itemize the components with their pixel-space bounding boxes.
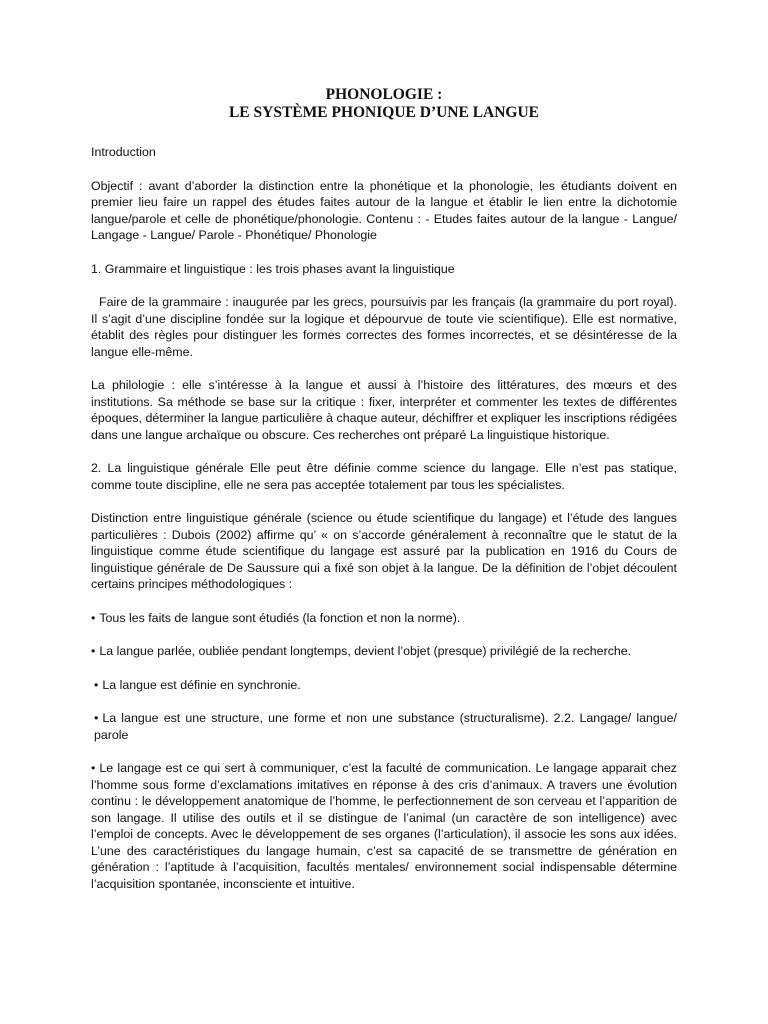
bullet-item xyxy=(91,710,677,743)
bullet-icon: • xyxy=(94,711,99,725)
objectif-paragraph: Objectif : avant d’aborder la distinction entre la phonétique et la phonologie, les étudiants doivent en premier lieu faire un rappel des études faites autour de la langue et établir le lien entre la dichotomie langue/parole et celle de phonétique/phonologie. Contenu : - Etudes faites autour de la langue - Langue/ Langage - Langue/ Parole - Phonétique/ Phonologie xyxy=(91,178,677,242)
bullet-item xyxy=(91,760,677,892)
bullet-icon: • xyxy=(91,610,96,625)
section-2-paragraph: 2. La linguistique générale Elle peut être définie comme science du langage. Elle n’est pas statique, comme toute discipline, elle ne sera pas acceptée totalement par tous les spécialistes. xyxy=(91,461,677,492)
introduction-heading: Introduction xyxy=(91,145,156,159)
document-page xyxy=(91,86,677,909)
bullet-icon: • xyxy=(94,677,99,692)
distinction-paragraph: Distinction entre linguistique générale (science ou étude scientifique du langage) et l’étude des langues particulières : Dubois (2002) affirme qu’ « on s’accorde généralement à reconnaître que le statut de la linguistique comme étude scientifique du langage est assuré par la publication en 1916 du Cours de linguistique générale de De Saussure qui a fixé son objet à la langue. De la définition de l’objet découlent certains principes méthodologiques : xyxy=(91,511,677,591)
bullet-text: La langue parlée, oubliée pendant longtemps, devient l’objet (presque) privilégié de la recherche. xyxy=(99,644,632,658)
bullet-text: Le langage est ce qui sert à communiquer, c’est la faculté de communication. Le langage apparait chez l’homme sous forme d’exclamations imitatives en réponse à des cris d’animaux. A travers une évolution continu : le développement anatomique de l’homme, le perfectionnement de son cerveau et l’apparition de son langage. Il utilise des outils et il se distingue de l’animal (un caractère de son intelligence) avec l’emploi de concepts. Avec le développement de ses organes (l’articulation), il associe les sons aux idées. L’une des caractéristiques du langage humain, c’est sa capacité de se transmettre de génération en génération : l’aptitude à l’acquisition, facultés mentales/ environnement social indispensable détermine l’acquisition spontanée, inconsciente et intuitive. xyxy=(91,761,677,891)
bullet-text: La langue est une structure, une forme et non une substance (structuralisme). 2.2. Langage/ langue/ parole xyxy=(94,711,677,742)
philologie-paragraph: La philologie : elle s’intéresse à la langue et aussi à l’histoire des littératures, des mœurs et des institutions. Sa méthode se base sur la critique : fixer, interpréter et commenter les textes de différentes époques, déterminer la langue particulière à chaque auteur, déchiffrer et expliquer les inscriptions rédigées dans une langue archaïque ou obscure. Ces recherches ont préparé La linguistique historique. xyxy=(91,378,677,442)
bullet-item xyxy=(91,610,677,627)
bullet-item xyxy=(91,643,677,660)
section-1-heading: 1. Grammaire et linguistique : les trois phases avant la linguistique xyxy=(91,261,455,276)
title-line-2: LE SYSTÈME PHONIQUE D’UNE LANGUE xyxy=(228,104,540,121)
bullet-item xyxy=(91,677,677,694)
document-title xyxy=(91,86,677,122)
bullet-icon: • xyxy=(91,761,96,775)
bullet-text: Tous les faits de langue sont étudiés (la fonction et non la norme). xyxy=(99,610,461,625)
bullet-text: La langue est définie en synchronie. xyxy=(102,677,301,692)
grammaire-paragraph: Faire de la grammaire : inaugurée par les grecs, poursuivis par les français (la grammaire du port royal). Il s’agit d’une discipline fondée sur la logique et dépourvue de toute vie scientifique). Elle est normative, établit des règles pour distinguer les formes correctes des formes incorrectes, et se désintéresse de la langue elle-même. xyxy=(91,295,677,359)
title-line-1: PHONOLOGIE : xyxy=(325,86,443,103)
bullet-icon: • xyxy=(91,644,96,658)
